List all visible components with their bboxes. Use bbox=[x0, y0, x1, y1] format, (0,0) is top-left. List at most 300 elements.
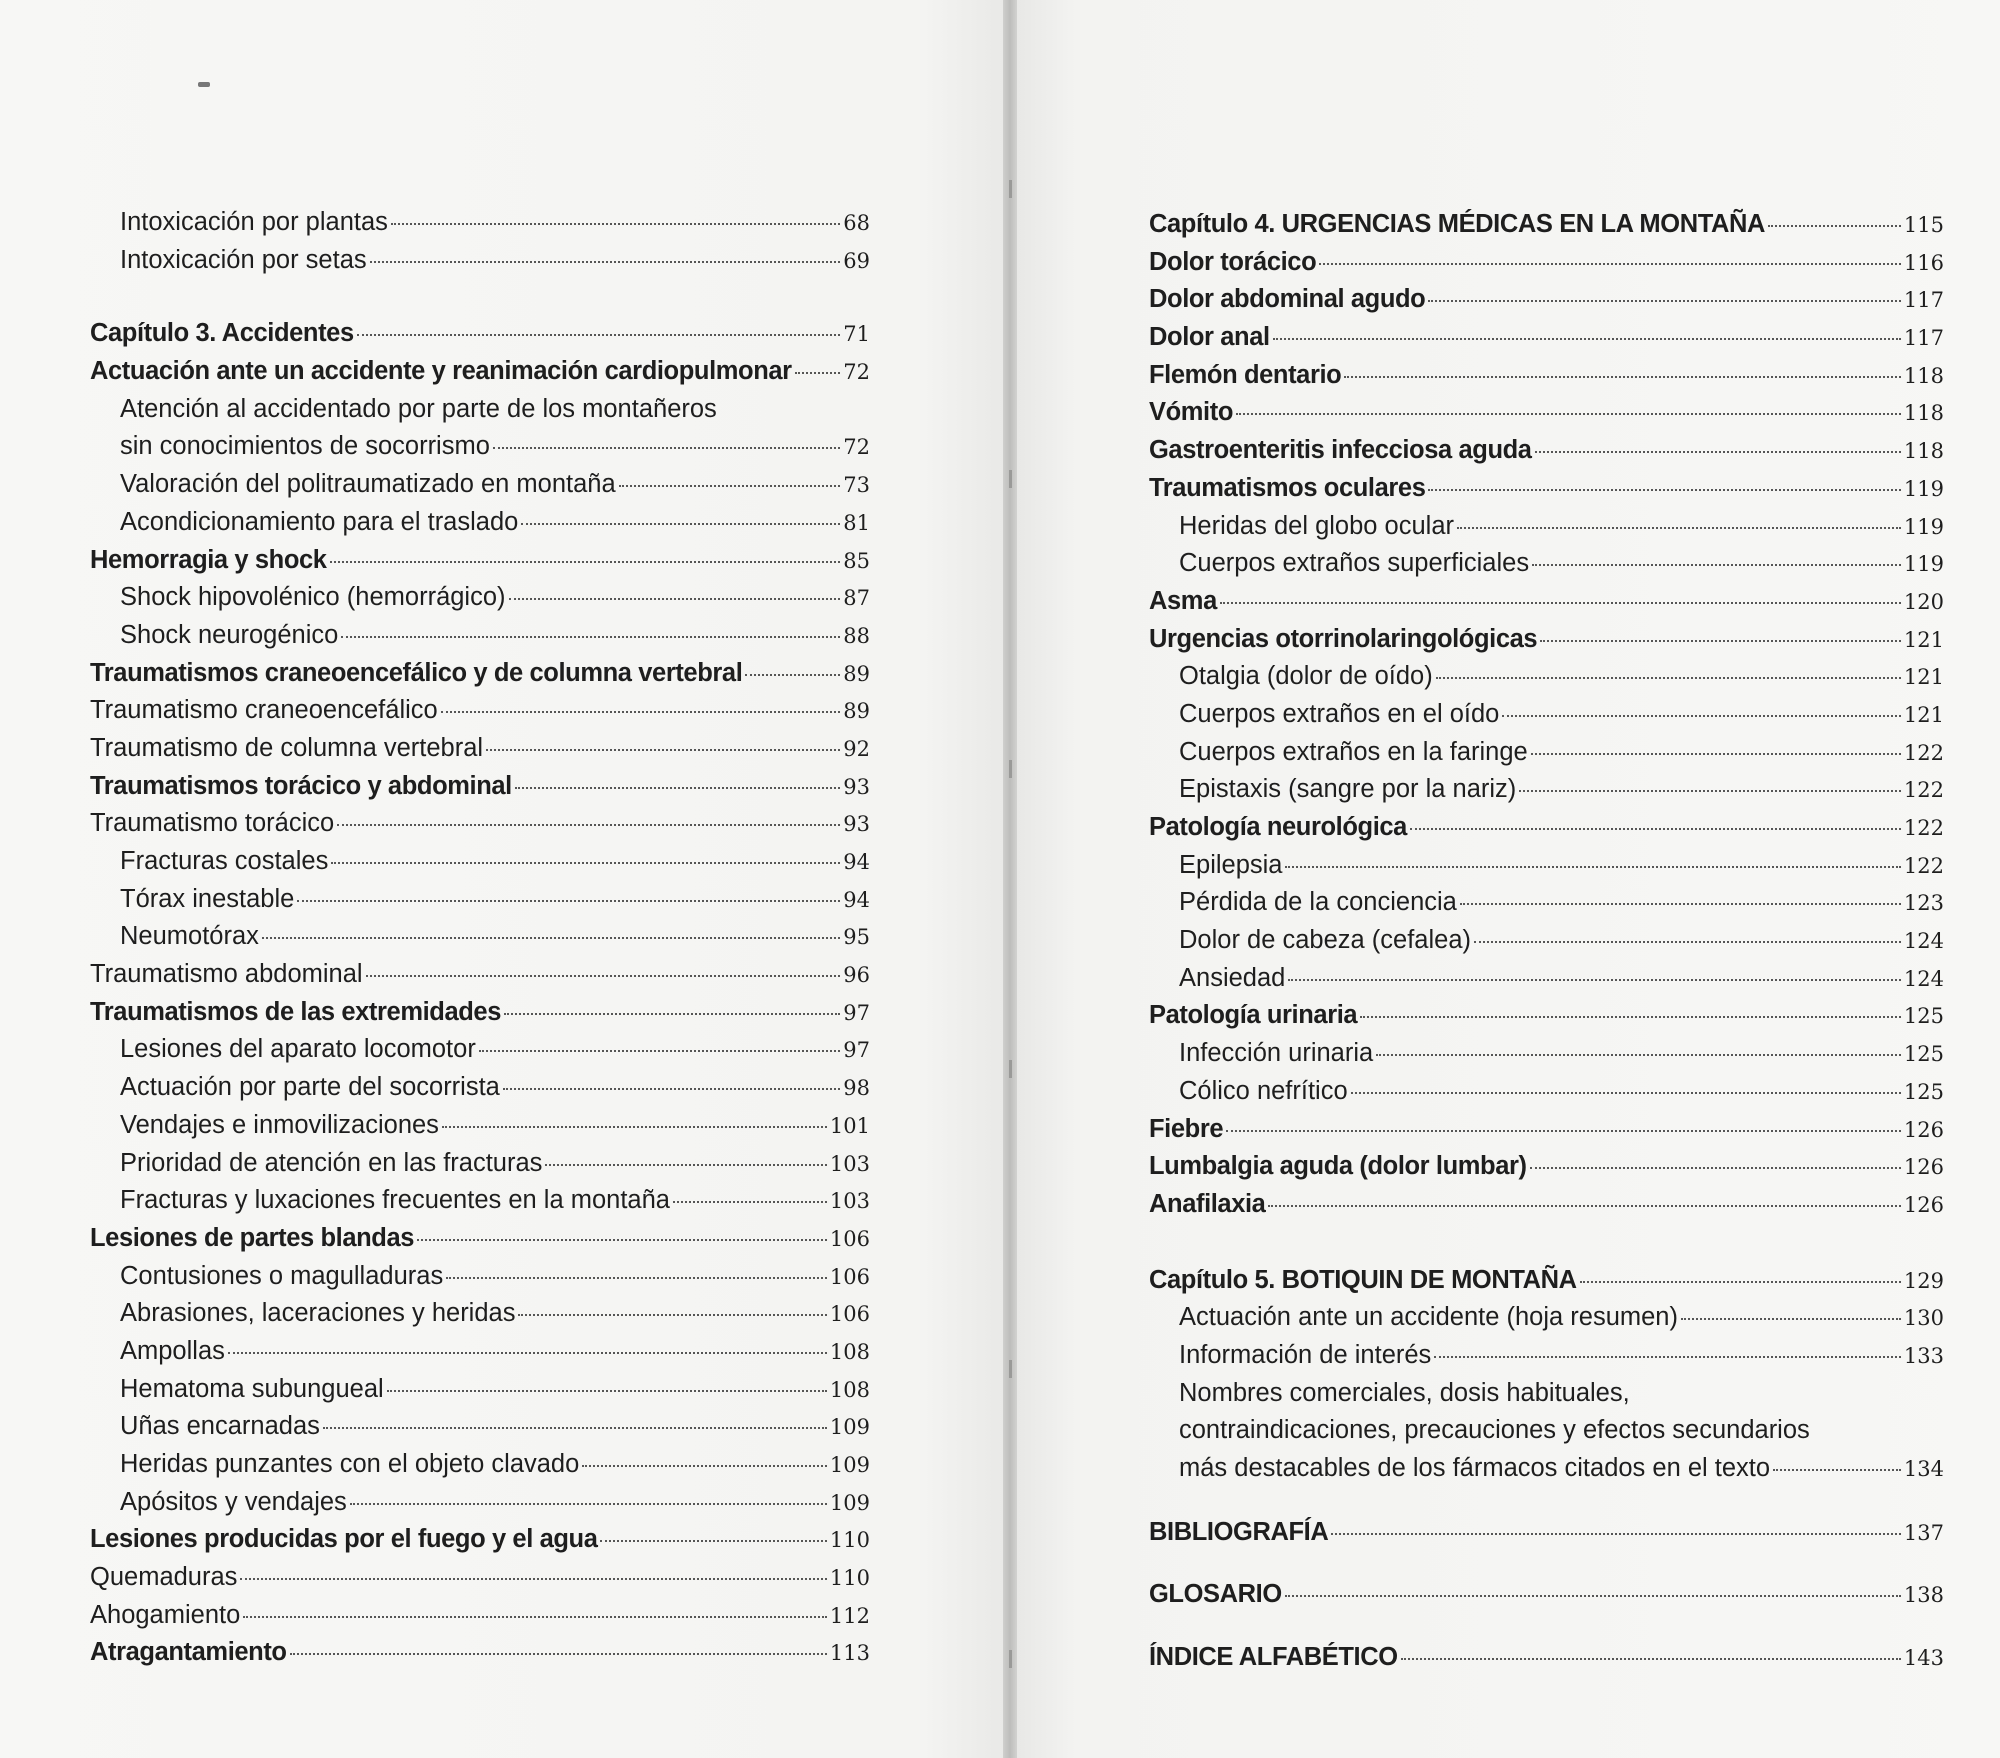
toc-page-number: 106 bbox=[829, 1302, 870, 1327]
toc-page-number: 109 bbox=[829, 1490, 870, 1515]
toc-entry bbox=[1149, 545, 1944, 583]
toc-page-number: 126 bbox=[1903, 1155, 1944, 1180]
book-gutter bbox=[1003, 0, 1017, 1758]
dot-leader bbox=[600, 1539, 826, 1542]
dot-leader bbox=[582, 1464, 827, 1467]
dot-leader bbox=[417, 1238, 827, 1241]
toc-page-number: 72 bbox=[843, 435, 870, 460]
dot-leader bbox=[619, 484, 841, 487]
toc-page-number: 133 bbox=[1903, 1343, 1944, 1368]
toc-page-number: 113 bbox=[829, 1641, 870, 1666]
toc-page-number: 103 bbox=[829, 1151, 870, 1176]
toc-entry-title: Acondicionamiento para el traslado bbox=[120, 507, 519, 536]
toc-entry-title: Asma bbox=[1149, 586, 1217, 615]
toc-page-number: 120 bbox=[1903, 589, 1944, 614]
dot-leader bbox=[1460, 902, 1901, 905]
toc-entry-title: Epilepsia bbox=[1179, 850, 1283, 879]
toc-page-number: 118 bbox=[1903, 363, 1944, 388]
toc-entry-title: Fracturas costales bbox=[120, 847, 329, 875]
dot-leader bbox=[479, 1049, 840, 1052]
toc-page-number: 124 bbox=[1903, 929, 1944, 954]
toc-chapter-entry bbox=[1149, 1639, 1944, 1677]
dot-leader bbox=[503, 1087, 840, 1090]
toc-entry bbox=[1149, 997, 1944, 1035]
toc-entry-title: Vendajes e inmovilizaciones bbox=[120, 1110, 439, 1139]
toc-entry bbox=[90, 1446, 870, 1484]
toc-entry bbox=[1149, 621, 1944, 659]
dot-leader bbox=[240, 1577, 826, 1580]
toc-entry bbox=[1149, 508, 1944, 546]
dot-leader bbox=[486, 748, 840, 751]
toc-entry bbox=[1149, 922, 1944, 960]
toc-entry-title: Cuerpos extraños en el oído bbox=[1179, 699, 1500, 728]
toc-entry-title: Cuerpos extraños en la faringe bbox=[1179, 737, 1528, 766]
dot-leader bbox=[795, 371, 841, 374]
toc-page-number: 126 bbox=[1903, 1117, 1944, 1142]
dot-leader bbox=[1288, 978, 1901, 981]
toc-page-number: 110 bbox=[829, 1566, 870, 1591]
toc-page-number: 68 bbox=[843, 211, 870, 235]
toc-page-number: 106 bbox=[829, 1226, 870, 1251]
dot-leader bbox=[350, 1502, 827, 1505]
dot-leader bbox=[1220, 601, 1901, 604]
toc-entry-title: Hematoma subungueal bbox=[120, 1374, 384, 1403]
toc-page-number: 138 bbox=[1903, 1583, 1944, 1608]
dot-leader bbox=[1457, 526, 1901, 529]
toc-entry bbox=[90, 1145, 870, 1183]
toc-entry-title: Dolor abdominal agudo bbox=[1149, 285, 1426, 314]
toc-entry bbox=[90, 1182, 870, 1220]
toc-page-number: 93 bbox=[843, 774, 870, 799]
toc-page-number: 73 bbox=[843, 473, 870, 498]
binding-stitch bbox=[1009, 760, 1012, 778]
toc-entry bbox=[1149, 960, 1944, 998]
dot-leader bbox=[1681, 1317, 1901, 1320]
dot-leader bbox=[1360, 1015, 1901, 1018]
toc-entry bbox=[90, 730, 870, 768]
toc-entry-title: Lesiones producidas por el fuego y el agua bbox=[90, 1525, 598, 1554]
toc-entry-title: Nombres comerciales, dosis habituales, bbox=[1179, 1378, 1630, 1407]
dot-leader bbox=[330, 560, 841, 563]
dot-leader bbox=[1502, 714, 1901, 717]
toc-entry-title: Dolor torácico bbox=[1149, 247, 1317, 276]
dot-leader bbox=[1285, 1594, 1901, 1597]
toc-entry bbox=[90, 843, 870, 881]
toc-chapter-entry bbox=[1149, 1514, 1944, 1552]
toc-entry-title: Actuación por parte del socorrista bbox=[120, 1073, 500, 1102]
toc-entry-title: Lumbalgia aguda (dolor lumbar) bbox=[1149, 1152, 1527, 1181]
toc-entry-title: Ansiedad bbox=[1179, 963, 1286, 992]
toc-entry bbox=[1149, 357, 1944, 395]
toc-entry bbox=[90, 353, 870, 391]
toc-entry-title: Uñas encarnadas bbox=[120, 1412, 320, 1441]
toc-entry bbox=[1149, 1111, 1944, 1149]
toc-chapter-entry bbox=[90, 315, 870, 353]
toc-entry bbox=[90, 881, 870, 919]
toc-entry-title: Traumatismos torácico y abdominal bbox=[90, 771, 512, 800]
toc-entry bbox=[90, 466, 870, 504]
toc-page-number: 124 bbox=[1903, 966, 1944, 991]
toc-entry-title: Urgencias otorrinolaringológicas bbox=[1149, 624, 1538, 653]
toc-entry bbox=[90, 805, 870, 843]
toc-entry-title: Traumatismos de las extremidades bbox=[90, 997, 501, 1026]
toc-entry bbox=[1149, 884, 1944, 922]
toc-entry-title: Traumatismo abdominal bbox=[90, 960, 363, 989]
section-gap bbox=[1149, 1614, 1944, 1639]
toc-entry-title: Cuerpos extraños superficiales bbox=[1179, 549, 1530, 578]
toc-page-number: 96 bbox=[843, 963, 870, 988]
toc-entry-title: Infección urinaria bbox=[1179, 1039, 1374, 1068]
toc-entry bbox=[90, 1521, 870, 1559]
toc-entry-title: más destacables de los fármacos citados en el texto bbox=[1179, 1454, 1771, 1482]
toc-page-number: 101 bbox=[829, 1113, 870, 1138]
toc-entry-title: Traumatismo torácico bbox=[90, 809, 335, 838]
toc-entry bbox=[90, 692, 870, 730]
dot-leader bbox=[545, 1163, 827, 1166]
toc-entry bbox=[90, 1295, 870, 1333]
toc-entry bbox=[1149, 319, 1944, 357]
toc-entry bbox=[1149, 696, 1944, 734]
dot-leader bbox=[1434, 1355, 1901, 1358]
toc-page-number: 89 bbox=[843, 661, 870, 686]
toc-page-number: 89 bbox=[843, 699, 870, 724]
dot-leader bbox=[1344, 375, 1901, 378]
dot-leader bbox=[1351, 1091, 1901, 1094]
toc-entry-title: Epistaxis (sangre por la nariz) bbox=[1179, 775, 1517, 804]
toc-page-number: 109 bbox=[829, 1415, 870, 1440]
toc-page-number: 93 bbox=[843, 812, 870, 837]
toc-entry bbox=[1149, 244, 1944, 282]
toc-page-number: 88 bbox=[843, 623, 870, 648]
toc-entry-title: Lesiones del aparato locomotor bbox=[120, 1035, 476, 1064]
toc-page-number: 108 bbox=[829, 1339, 870, 1364]
toc-page-number: 119 bbox=[1903, 552, 1944, 577]
dot-leader bbox=[1773, 1468, 1901, 1471]
toc-entry bbox=[90, 1220, 870, 1258]
toc-entry-title: Fiebre bbox=[1149, 1114, 1224, 1143]
toc-entry-title: Ampollas bbox=[120, 1336, 225, 1365]
dot-leader bbox=[1268, 1204, 1900, 1207]
toc-page-number: 110 bbox=[829, 1528, 870, 1553]
dot-leader bbox=[391, 222, 840, 225]
dot-leader bbox=[1236, 412, 1901, 415]
toc-entry bbox=[90, 617, 870, 655]
dot-leader bbox=[1540, 639, 1901, 642]
toc-page-number: 123 bbox=[1903, 891, 1944, 916]
toc-entry bbox=[1149, 1299, 1944, 1337]
toc-entry bbox=[90, 204, 870, 242]
dot-leader bbox=[1273, 337, 1901, 340]
toc-page-number: 121 bbox=[1903, 665, 1944, 690]
toc-entry bbox=[90, 1069, 870, 1107]
dot-leader bbox=[745, 673, 840, 676]
toc-entry-title: Apósitos y vendajes bbox=[120, 1487, 347, 1516]
dot-leader bbox=[1580, 1280, 1901, 1283]
toc-page-number: 98 bbox=[843, 1076, 870, 1101]
toc-entry-title: Contusiones o magulladuras bbox=[120, 1261, 444, 1290]
dot-leader bbox=[1530, 1166, 1901, 1169]
toc-entry bbox=[1149, 583, 1944, 621]
toc-page-number: 122 bbox=[1903, 740, 1944, 765]
dot-leader bbox=[509, 597, 841, 600]
toc-entry bbox=[1149, 1186, 1944, 1224]
toc-entry-title: Patología urinaria bbox=[1149, 1001, 1358, 1030]
toc-entry bbox=[90, 1031, 870, 1069]
toc-entry bbox=[90, 918, 870, 956]
dot-leader bbox=[1532, 563, 1901, 566]
toc-entry-title: Capítulo 4. URGENCIAS MÉDICAS EN LA MONTAÑA bbox=[1149, 210, 1766, 238]
dot-leader bbox=[504, 1012, 840, 1015]
toc-entry-title: Dolor de cabeza (cefalea) bbox=[1179, 926, 1471, 955]
dot-leader bbox=[262, 936, 840, 939]
toc-entry-title: Actuación ante un accidente (hoja resumen) bbox=[1179, 1303, 1678, 1332]
toc-entry-title: Flemón dentario bbox=[1149, 360, 1342, 389]
toc-entry bbox=[1149, 1375, 1944, 1413]
toc-page-number: 94 bbox=[843, 887, 870, 912]
toc-page-number: 72 bbox=[843, 360, 870, 385]
toc-chapter-entry bbox=[1149, 1262, 1944, 1300]
toc-page-number: 134 bbox=[1903, 1457, 1944, 1481]
toc-entry-title: Abrasiones, laceraciones y heridas bbox=[120, 1299, 516, 1328]
toc-chapter-entry bbox=[1149, 1576, 1944, 1614]
toc-page-number: 97 bbox=[843, 1000, 870, 1025]
toc-entry bbox=[1149, 1412, 1944, 1450]
toc-entry-title: Capítulo 5. BOTIQUIN DE MONTAÑA bbox=[1149, 1265, 1577, 1294]
toc-page-number: 106 bbox=[829, 1264, 870, 1289]
toc-page-number: 115 bbox=[1903, 213, 1944, 237]
toc-entry bbox=[1149, 1337, 1944, 1375]
toc-entry bbox=[90, 956, 870, 994]
dot-leader bbox=[366, 974, 841, 977]
toc-entry-title: sin conocimientos de socorrismo bbox=[120, 432, 490, 461]
dot-leader bbox=[243, 1615, 827, 1618]
toc-entry bbox=[90, 1371, 870, 1409]
toc-entry bbox=[1149, 1035, 1944, 1073]
dot-leader bbox=[1519, 789, 1901, 792]
toc-page-number: 117 bbox=[1903, 326, 1944, 351]
toc-entry bbox=[1149, 394, 1944, 432]
toc-entry-title: Heridas punzantes con el objeto clavado bbox=[120, 1450, 580, 1478]
toc-page-number: 69 bbox=[843, 248, 870, 273]
dot-leader bbox=[357, 333, 841, 336]
toc-entry bbox=[90, 1408, 870, 1446]
toc-page-number: 95 bbox=[843, 925, 870, 950]
binding-stitch bbox=[1009, 1060, 1012, 1078]
dot-leader bbox=[1436, 676, 1901, 679]
toc-entry bbox=[90, 391, 870, 429]
dot-leader bbox=[297, 899, 840, 902]
toc-entry-title: GLOSARIO bbox=[1149, 1580, 1282, 1609]
section-gap bbox=[1149, 1224, 1944, 1262]
dot-leader bbox=[370, 260, 841, 263]
dot-leader bbox=[228, 1351, 827, 1354]
toc-entry-title: Fracturas y luxaciones frecuentes en la montaña bbox=[120, 1186, 670, 1215]
toc-page-number: 122 bbox=[1903, 853, 1944, 878]
toc-entry bbox=[90, 1559, 870, 1597]
toc-entry bbox=[90, 1258, 870, 1296]
dot-leader bbox=[1531, 752, 1901, 755]
toc-entry bbox=[90, 994, 870, 1032]
binding-stitch bbox=[1009, 470, 1012, 488]
toc-page-number: 85 bbox=[843, 548, 870, 573]
dot-leader bbox=[1331, 1532, 1901, 1535]
toc-page-number: 71 bbox=[843, 322, 870, 347]
right-toc bbox=[1149, 206, 1944, 1677]
toc-entry bbox=[1149, 281, 1944, 319]
dot-leader bbox=[1285, 865, 1900, 868]
toc-entry-title: Shock hipovolénico (hemorrágico) bbox=[120, 583, 506, 612]
toc-entry bbox=[1149, 658, 1944, 696]
toc-entry-title: Traumatismo craneoencefálico bbox=[90, 696, 438, 725]
toc-page-number: 129 bbox=[1903, 1268, 1944, 1293]
toc-entry-title: Atención al accidentado por parte de los montañeros bbox=[120, 394, 717, 423]
dot-leader bbox=[1401, 1657, 1901, 1660]
right-page bbox=[1017, 0, 2000, 1758]
toc-entry-title: Capítulo 3. Accidentes bbox=[90, 319, 354, 348]
toc-entry-title: ÍNDICE ALFABÉTICO bbox=[1149, 1643, 1398, 1672]
dot-leader bbox=[337, 823, 840, 826]
dot-leader bbox=[673, 1200, 827, 1203]
toc-entry-title: Traumatismos craneoencefálico y de columna vertebral bbox=[90, 658, 743, 687]
toc-page-number: 81 bbox=[843, 510, 870, 535]
dot-leader bbox=[1474, 940, 1901, 943]
dot-leader bbox=[446, 1276, 827, 1279]
toc-entry bbox=[90, 428, 870, 466]
toc-entry-title: Dolor anal bbox=[1149, 323, 1270, 352]
toc-entry bbox=[1149, 1450, 1944, 1488]
dot-leader bbox=[323, 1426, 827, 1429]
binding-stitch bbox=[1009, 1360, 1012, 1378]
toc-entry bbox=[1149, 847, 1944, 885]
toc-entry bbox=[90, 1333, 870, 1371]
toc-entry-title: Hemorragia y shock bbox=[90, 545, 327, 574]
toc-page-number: 125 bbox=[1903, 1004, 1944, 1029]
toc-entry bbox=[90, 542, 870, 580]
dot-leader bbox=[442, 1125, 827, 1128]
dot-leader bbox=[1428, 299, 1901, 302]
toc-page-number: 87 bbox=[843, 586, 870, 611]
toc-entry bbox=[1149, 1148, 1944, 1186]
toc-entry-title: Atragantamiento bbox=[90, 1638, 287, 1667]
dot-leader bbox=[441, 710, 841, 713]
toc-entry bbox=[1149, 809, 1944, 847]
toc-entry-title: Otalgia (dolor de oído) bbox=[1179, 662, 1433, 691]
toc-entry bbox=[1149, 432, 1944, 470]
toc-page-number: 122 bbox=[1903, 778, 1944, 803]
toc-entry bbox=[90, 768, 870, 806]
print-mark bbox=[198, 82, 210, 87]
toc-page-number: 116 bbox=[1903, 250, 1944, 275]
toc-entry-title: Prioridad de atención en las fracturas bbox=[120, 1148, 543, 1177]
toc-page-number: 117 bbox=[1903, 288, 1944, 313]
toc-entry bbox=[90, 579, 870, 617]
toc-entry-title: Patología neurológica bbox=[1149, 813, 1407, 841]
binding-stitch bbox=[1009, 1650, 1012, 1668]
toc-entry bbox=[90, 655, 870, 693]
toc-page-number: 125 bbox=[1903, 1079, 1944, 1104]
dot-leader bbox=[1226, 1129, 1901, 1132]
toc-entry-title: Heridas del globo ocular bbox=[1179, 511, 1454, 540]
toc-entry-title: Vómito bbox=[1149, 398, 1234, 427]
toc-entry bbox=[90, 504, 870, 542]
toc-entry-title: Gastroenteritis infecciosa aguda bbox=[1149, 436, 1532, 465]
dot-leader bbox=[518, 1313, 826, 1316]
toc-entry-title: Intoxicación por setas bbox=[120, 245, 367, 274]
toc-page-number: 94 bbox=[843, 850, 870, 874]
toc-entry-title: Lesiones de partes blandas bbox=[90, 1223, 415, 1252]
toc-entry-title: Anafilaxia bbox=[1149, 1189, 1266, 1218]
toc-entry-title: Intoxicación por plantas bbox=[120, 208, 388, 236]
binding-stitch bbox=[1009, 180, 1012, 198]
toc-entry-title: Ahogamiento bbox=[90, 1600, 241, 1629]
dot-leader bbox=[387, 1389, 827, 1392]
toc-page-number: 121 bbox=[1903, 702, 1944, 727]
left-toc bbox=[90, 204, 870, 1672]
toc-entry bbox=[1149, 771, 1944, 809]
toc-page-number: 118 bbox=[1903, 439, 1944, 464]
toc-entry-title: Actuación ante un accidente y reanimación cardiopulmonar bbox=[90, 357, 792, 386]
toc-entry bbox=[1149, 1073, 1944, 1111]
toc-chapter-entry bbox=[1149, 206, 1944, 244]
toc-entry-title: Valoración del politraumatizado en montaña bbox=[120, 470, 616, 499]
toc-page-number: 126 bbox=[1903, 1192, 1944, 1217]
toc-page-number: 112 bbox=[829, 1603, 870, 1628]
toc-entry-title: Pérdida de la conciencia bbox=[1179, 888, 1457, 917]
toc-entry bbox=[1149, 734, 1944, 772]
toc-page-number: 121 bbox=[1903, 627, 1944, 652]
dot-leader bbox=[1428, 488, 1900, 491]
toc-entry-title: Traumatismo de columna vertebral bbox=[90, 733, 484, 762]
toc-page-number: 137 bbox=[1903, 1520, 1944, 1545]
toc-page-number: 122 bbox=[1903, 816, 1944, 840]
toc-page-number: 118 bbox=[1903, 401, 1944, 426]
dot-leader bbox=[331, 861, 840, 864]
toc-entry bbox=[90, 242, 870, 280]
section-gap bbox=[1149, 1488, 1944, 1514]
toc-entry-title: Neumotórax bbox=[120, 922, 259, 951]
toc-entry bbox=[1149, 470, 1944, 508]
toc-page-number: 109 bbox=[829, 1453, 870, 1477]
dot-leader bbox=[290, 1652, 827, 1655]
dot-leader bbox=[515, 786, 840, 789]
dot-leader bbox=[493, 446, 840, 449]
toc-page-number: 119 bbox=[1903, 514, 1944, 539]
toc-entry-title: Tórax inestable bbox=[120, 884, 295, 913]
dot-leader bbox=[1410, 827, 1901, 830]
dot-leader bbox=[1376, 1053, 1901, 1056]
toc-page-number: 119 bbox=[1903, 476, 1944, 501]
toc-page-number: 103 bbox=[829, 1189, 870, 1214]
toc-page-number: 143 bbox=[1903, 1646, 1944, 1671]
section-gap bbox=[90, 279, 870, 315]
section-gap bbox=[1149, 1551, 1944, 1576]
toc-entry-title: Información de interés bbox=[1179, 1340, 1432, 1369]
toc-entry bbox=[90, 1484, 870, 1522]
toc-page-number: 125 bbox=[1903, 1042, 1944, 1067]
toc-entry bbox=[90, 1597, 870, 1635]
dot-leader bbox=[341, 635, 840, 638]
toc-page-number: 130 bbox=[1903, 1306, 1944, 1331]
dot-leader bbox=[1768, 224, 1901, 227]
dot-leader bbox=[521, 522, 840, 525]
toc-page-number: 92 bbox=[843, 736, 870, 761]
toc-entry-title: Shock neurogénico bbox=[120, 620, 339, 649]
dot-leader bbox=[1319, 262, 1901, 265]
dot-leader bbox=[1535, 450, 1901, 453]
toc-entry bbox=[90, 1107, 870, 1145]
toc-page-number: 108 bbox=[829, 1377, 870, 1402]
toc-entry-title: Traumatismos oculares bbox=[1149, 473, 1426, 502]
